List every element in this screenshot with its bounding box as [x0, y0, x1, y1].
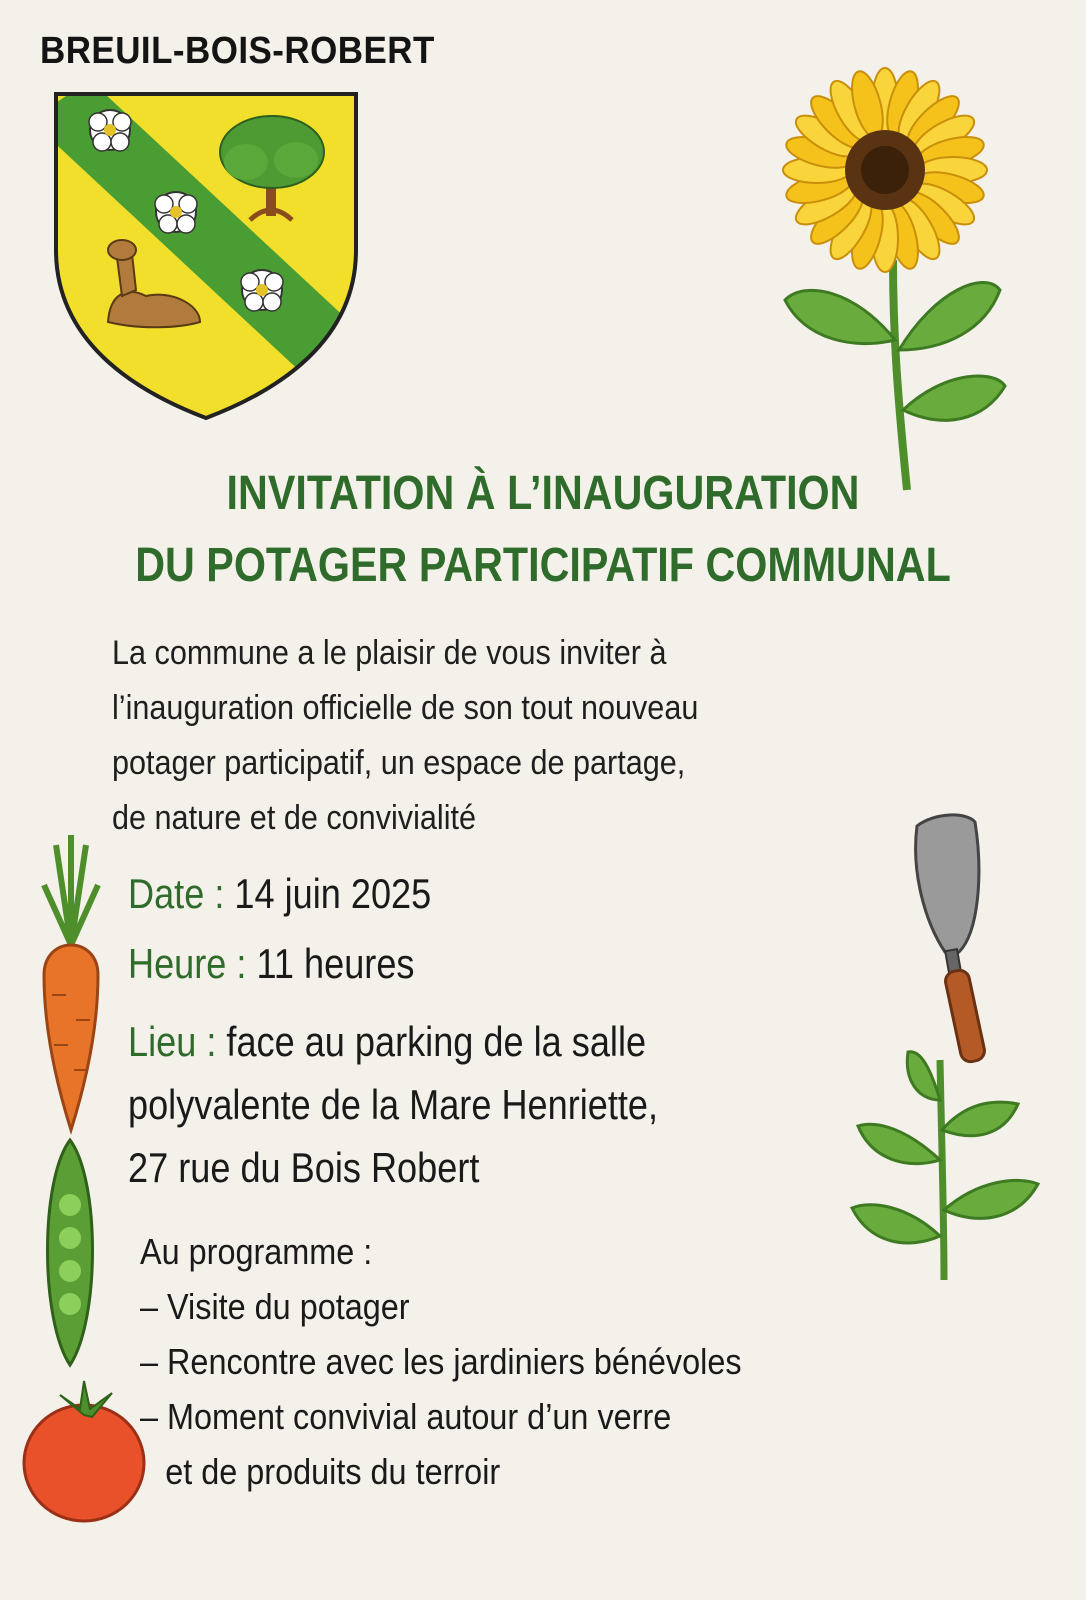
- programme-section: [140, 1224, 742, 1499]
- time-value: 11 heures: [256, 940, 415, 987]
- title-line-2: DU POTAGER PARTICIPATIF COMMUNAL: [135, 539, 951, 592]
- location-row: [128, 1010, 902, 1199]
- sunflower-icon: [775, 50, 1025, 490]
- intro-line: l’inauguration officielle de son tout nouveau: [112, 689, 699, 727]
- location-line-2: polyvalente de la Mare Henriette,: [128, 1081, 659, 1128]
- invitation-title: [76, 458, 1010, 602]
- date-value: 14 juin 2025: [234, 870, 432, 917]
- intro-line: potager participatif, un espace de partage,: [112, 744, 686, 782]
- intro-paragraph: [112, 626, 886, 846]
- time-row: [128, 940, 414, 988]
- date-row: [128, 870, 431, 918]
- date-label: Date :: [128, 870, 225, 917]
- programme-item: – Moment convivial autour d’un verre: [140, 1396, 672, 1437]
- title-line-1: INVITATION À L’INAUGURATION: [226, 467, 860, 520]
- intro-line: de nature et de convivialité: [112, 799, 477, 837]
- tomato-icon: [20, 1375, 150, 1525]
- location-label: Lieu :: [128, 1018, 217, 1065]
- intro-line: La commune a le plaisir de vous inviter à: [112, 634, 667, 672]
- coat-of-arms-icon: [50, 90, 362, 422]
- programme-item-continuation: et de produits du terroir: [165, 1451, 501, 1492]
- time-label: Heure :: [128, 940, 247, 987]
- carrot-icon: [36, 835, 106, 1135]
- trowel-icon: [905, 812, 1005, 1072]
- programme-item: – Visite du potager: [140, 1286, 410, 1327]
- pea-pod-icon: [40, 1140, 100, 1370]
- programme-item: – Rencontre avec les jardiniers bénévoles: [140, 1341, 742, 1382]
- commune-name: BREUIL-BOIS-ROBERT: [40, 30, 435, 72]
- location-line-3: 27 rue du Bois Robert: [128, 1144, 480, 1191]
- programme-heading: Au programme :: [140, 1231, 373, 1272]
- location-line-1: face au parking de la salle: [226, 1018, 647, 1065]
